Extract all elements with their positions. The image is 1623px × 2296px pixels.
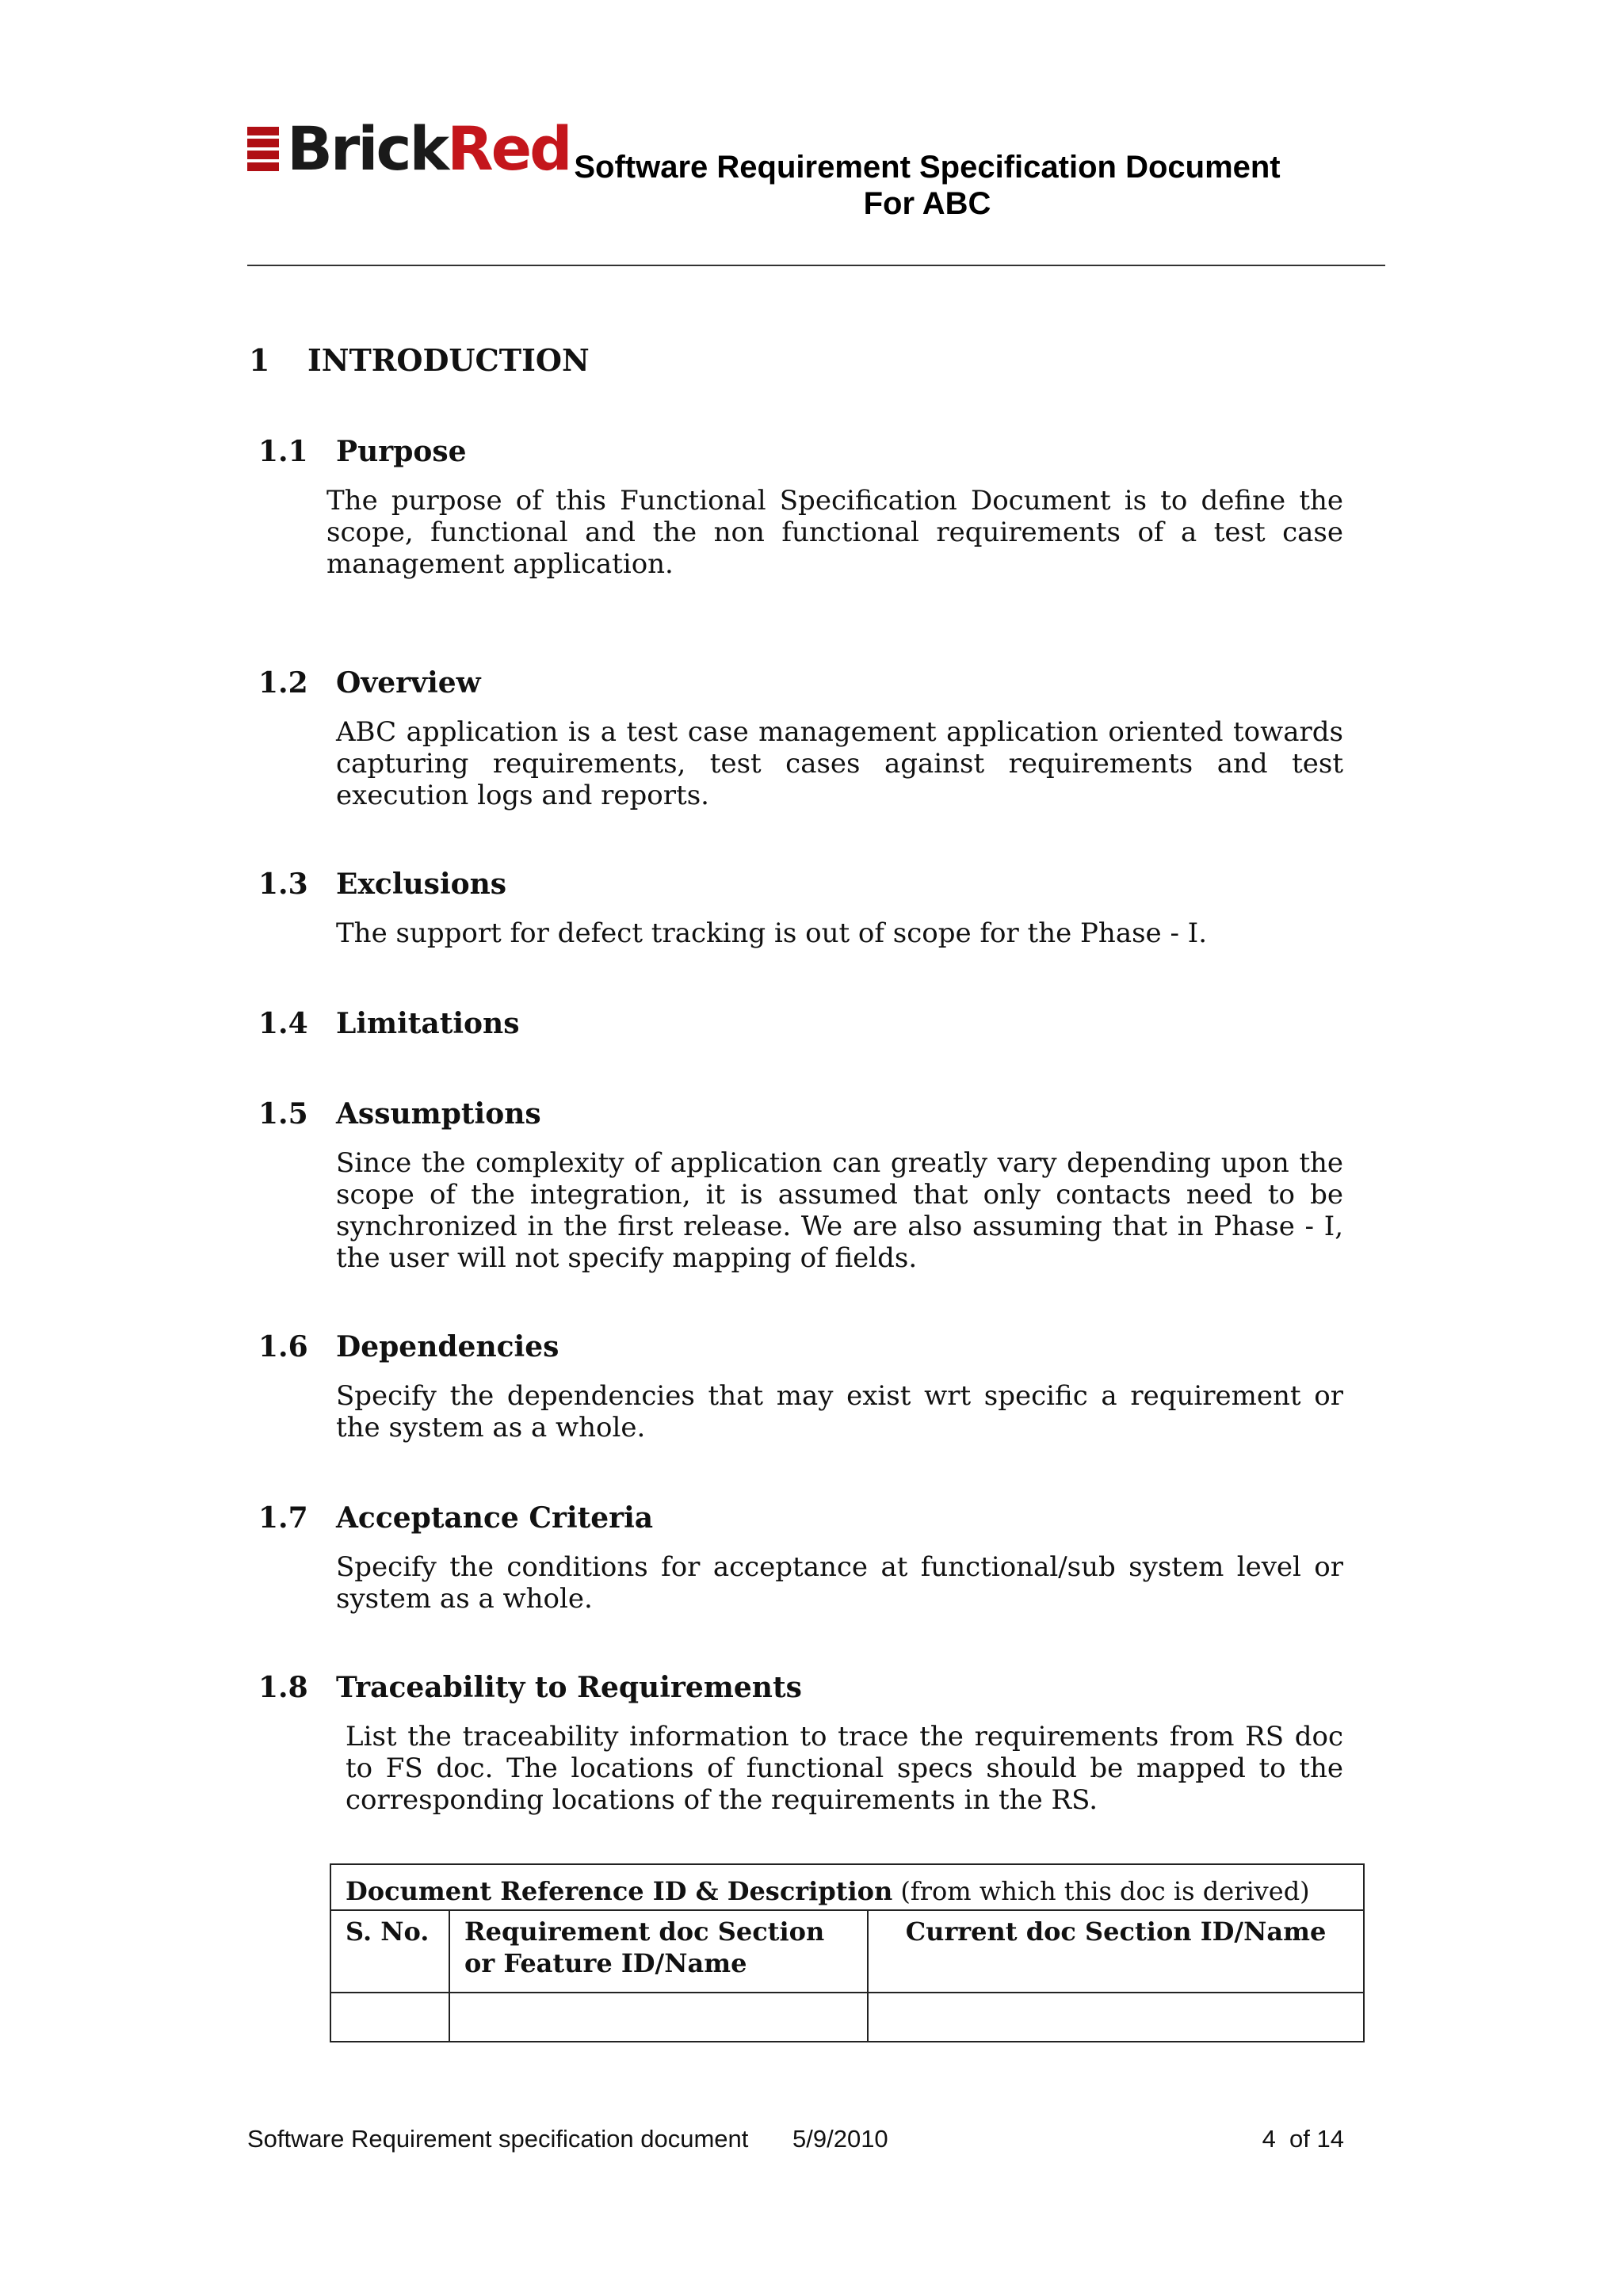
section-heading bbox=[249, 342, 590, 378]
subsection-heading-dependencies: 1.6 Dependencies bbox=[258, 1330, 559, 1363]
subsection-heading-overview: 1.2 Overview bbox=[258, 666, 481, 700]
table-cell-sno bbox=[330, 1993, 449, 2042]
logo-bars-icon bbox=[247, 127, 279, 171]
section-title: INTRODUCTION bbox=[307, 342, 590, 378]
footer-page-number: 4 of 14 bbox=[1262, 2125, 1344, 2153]
footer-date: 5/9/2010 bbox=[792, 2125, 888, 2153]
document-title-line2: For ABC bbox=[863, 186, 991, 221]
subsection-heading-traceability: 1.8 Traceability to Requirements bbox=[258, 1671, 802, 1704]
section-number: 1 bbox=[249, 342, 270, 378]
table-row bbox=[330, 1993, 1364, 2042]
footer-doc-name: Software Requirement specification document bbox=[247, 2125, 749, 2153]
col-header-sno: S. No. bbox=[330, 1910, 449, 1993]
subsection-heading-acceptance-criteria: 1.7 Acceptance Criteria bbox=[258, 1501, 654, 1535]
logo-wordmark: BrickRed bbox=[287, 113, 571, 184]
subsection-heading-assumptions: 1.5 Assumptions bbox=[258, 1097, 541, 1131]
doc-ref-label: Document Reference ID & Description bbox=[346, 1876, 893, 1906]
subsection-heading-limitations: 1.4 Limitations bbox=[258, 1007, 520, 1040]
document-title bbox=[547, 149, 1308, 222]
exclusions-text: The support for defect tracking is out of scope for the Phase - I. bbox=[336, 917, 1208, 949]
table-cell-current-section bbox=[868, 1993, 1364, 2042]
purpose-text: The purpose of this Functional Specification Document is to define the scope, functional and the non functional requirements of a test case management application. bbox=[327, 485, 1343, 580]
table-cell-requirement-section bbox=[449, 1993, 868, 2042]
table-doc-ref-row bbox=[330, 1864, 1364, 1910]
col-header-current-section: Current doc Section ID/Name bbox=[868, 1910, 1364, 1993]
document-title-line1: Software Requirement Specification Document bbox=[574, 150, 1281, 185]
traceability-table bbox=[330, 1863, 1365, 2042]
dependencies-text: Specify the dependencies that may exist wrt specific a requirement or the system as a whole. bbox=[336, 1380, 1343, 1444]
assumptions-text: Since the complexity of application can greatly vary depending upon the scope of the integration, it is assumed that only contacts need to be synchronized in the first release. We are also assuming that in Phase - I, the user will not specify mapping of fields. bbox=[336, 1147, 1343, 1274]
col-header-requirement-section: Requirement doc Section or Feature ID/Name bbox=[449, 1910, 868, 1993]
brickred-logo bbox=[247, 113, 571, 184]
header-divider bbox=[247, 265, 1385, 266]
doc-ref-cell bbox=[330, 1864, 1364, 1910]
overview-text: ABC application is a test case management application oriented towards capturing requirements, test cases against requirements and test execution logs and reports. bbox=[336, 716, 1343, 811]
table-header-row bbox=[330, 1910, 1364, 1993]
doc-ref-note: (from which this doc is derived) bbox=[900, 1876, 1310, 1906]
acceptance-criteria-text: Specify the conditions for acceptance at functional/sub system level or system as a whole. bbox=[336, 1551, 1343, 1615]
subsection-heading-exclusions: 1.3 Exclusions bbox=[258, 868, 507, 901]
subsection-heading-purpose: 1.1 Purpose bbox=[258, 435, 467, 468]
traceability-text: List the traceability information to trace the requirements from RS doc to FS doc. The locations of functional specs should be mapped to the corresponding locations of the requirements in the RS. bbox=[346, 1721, 1343, 1816]
